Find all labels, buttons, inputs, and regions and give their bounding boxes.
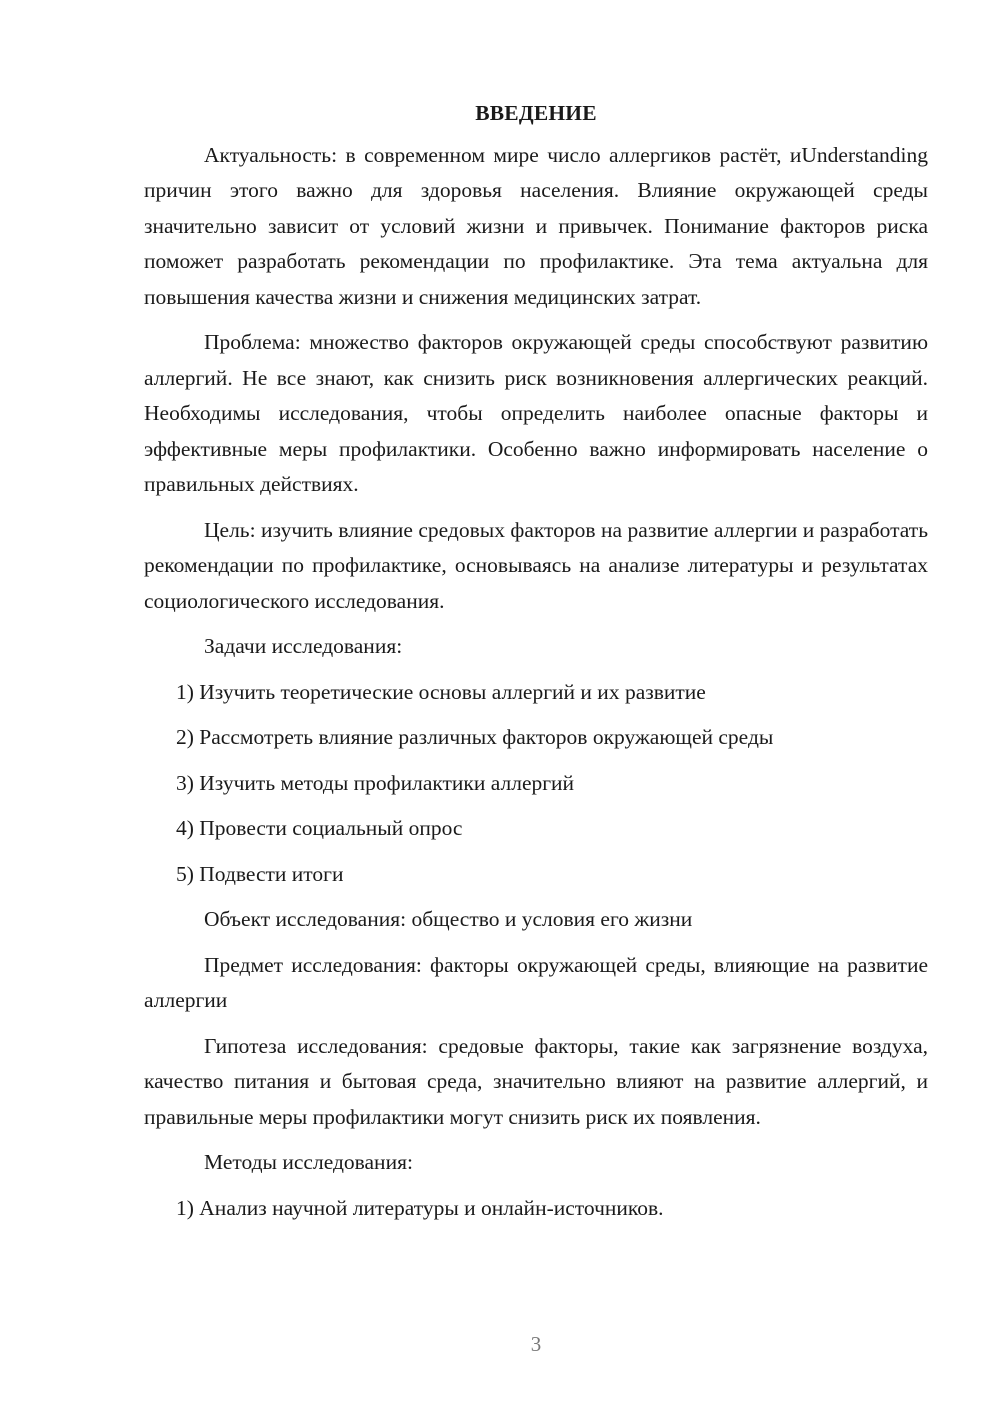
paragraph-object: Объект исследования: общество и условия его жизни	[204, 907, 693, 931]
task-item: 2) Рассмотреть влияние различных факторов окружающей среды	[176, 725, 774, 749]
page-content	[144, 96, 928, 1236]
paragraph-subject: Предмет исследования: факторы окружающей среды, влияющие на развитие аллергии	[144, 952, 928, 1012]
paragraph-problem: Проблема: множество факторов окружающей среды способствуют развитию аллергий. Не все знают, как снизить риск возникновения аллергических реакций. Необходимы исследования, чтобы определить наиболее опасные факторы и эффективные меры профилактики. Особенно важно информировать население о правильных действиях.	[144, 330, 928, 496]
tasks-heading: Задачи исследования:	[204, 634, 403, 658]
methods-heading: Методы исследования:	[204, 1150, 413, 1174]
task-item: 3) Изучить методы профилактики аллергий	[176, 770, 575, 795]
section-title: ВВЕДЕНИЕ	[475, 101, 597, 125]
task-item: 1) Изучить теоретические основы аллергий и их развитие	[176, 679, 706, 704]
paragraph-goal: Цель: изучить влияние средовых факторов на развитие аллергии и разработать рекомендации по профилактике, основываясь на анализе литературы и результатах социологического исследования.	[144, 517, 928, 613]
page-number: 3	[530, 1332, 542, 1356]
paragraph-relevance: Актуальность: в современном мире число аллергиков растёт, иUnderstanding причин этого важно для здоровья населения. Влияние окружающей среды значительно зависит от условий жизни и привычек. Понимание факторов риска поможет разработать рекомендации по профилактике. Эта тема актуальна для повышения качества жизни и снижения медицинских затрат.	[144, 142, 928, 309]
paragraph-hypothesis: Гипотеза исследования: средовые факторы, такие как загрязнение воздуха, качество питания и бытовая среда, значительно влияют на развитие аллергий, и правильные меры профилактики могут снизить риск их появления.	[144, 1033, 928, 1129]
task-item: 5) Подвести итоги	[176, 861, 344, 886]
method-item: 1) Анализ научной литературы и онлайн-источников.	[176, 1195, 664, 1220]
task-item: 4) Провести социальный опрос	[176, 816, 463, 840]
